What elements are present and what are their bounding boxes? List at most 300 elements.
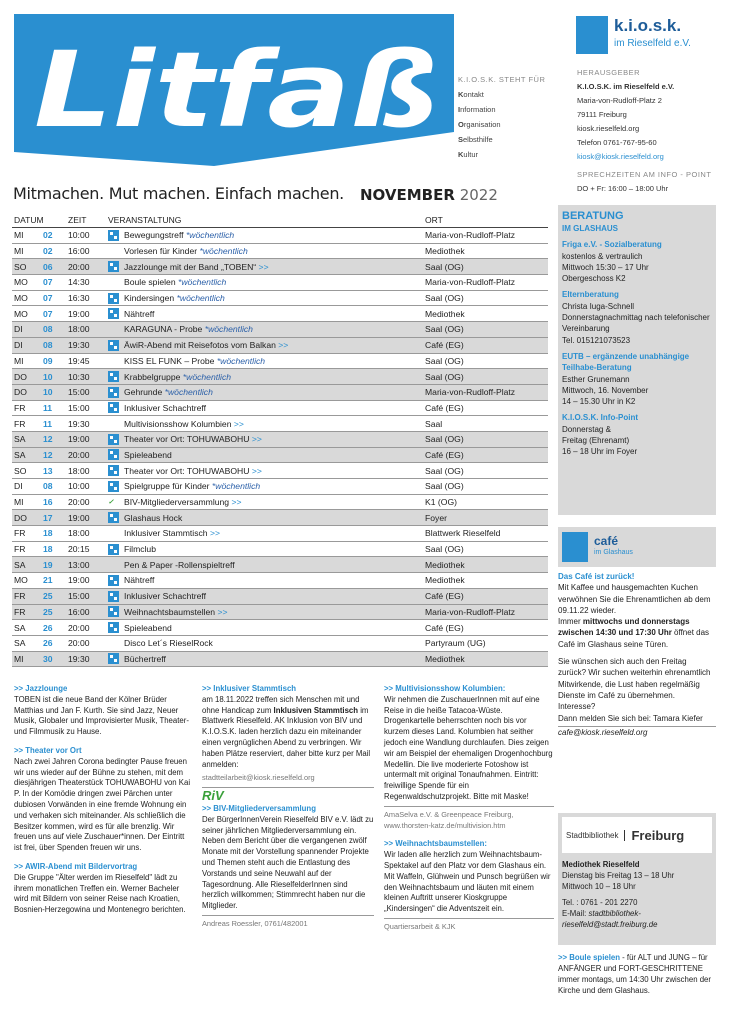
- article-column-3: [384, 684, 554, 933]
- row-icon-cell: [108, 512, 124, 523]
- row-day: SA: [14, 449, 26, 460]
- row-date: 18: [43, 544, 53, 555]
- cafe-text-1: Mit Kaffee und hausgemachten Kuchen verwöhnen Sie die Ehrenamtlichen ab dem 09.11.22 wieder.: [558, 583, 711, 615]
- row-day: DO: [14, 512, 27, 523]
- hours-text: DO + Fr: 16:00 – 18:00 Uhr: [577, 184, 669, 193]
- kiosk-legend-item: Selbsthilfe: [458, 135, 493, 144]
- row-day: MO: [14, 277, 28, 288]
- beratung-block-line: Mittwoch, 16. November: [562, 385, 649, 395]
- row-event: KARAGUNA - Probe *wöchentlich: [124, 324, 253, 335]
- beratung-block: [562, 289, 712, 345]
- more-link[interactable]: >>: [251, 434, 262, 445]
- row-date: 19: [43, 559, 53, 570]
- row-event: Pen & Paper -Rollenspieltreff: [124, 559, 235, 570]
- row-place: Mediothek: [425, 246, 465, 257]
- row-time: 18:00: [68, 324, 90, 335]
- publisher-phone: Telefon 0761-767-95-60: [577, 138, 657, 147]
- table-row: [12, 636, 548, 652]
- row-time: 10:00: [68, 230, 90, 241]
- row-time: 19:30: [68, 340, 90, 351]
- row-time: 19:00: [68, 512, 90, 523]
- kiosk-legend: [458, 72, 545, 162]
- multivision-signature: AmaSelva e.V. & Greenpeace Freiburg,: [384, 809, 514, 819]
- beratung-box: [558, 205, 716, 515]
- row-date: 17: [43, 512, 53, 523]
- more-link[interactable]: >>: [231, 497, 242, 508]
- row-place: Maria-von-Rudloff-Platz: [425, 277, 516, 288]
- kiosk-legend-item: Information: [458, 105, 496, 114]
- publisher-info: [577, 66, 674, 164]
- kiosk-icon: [108, 544, 119, 555]
- row-place: Mediothek: [425, 653, 465, 664]
- row-day: MI: [14, 230, 24, 241]
- row-date: 10: [43, 371, 53, 382]
- table-row: [12, 291, 548, 307]
- row-day: MO: [14, 308, 28, 319]
- row-icon-cell: [108, 340, 124, 351]
- row-event: Multivisionsshow Kolumbien >>: [124, 418, 244, 429]
- table-row: [12, 652, 548, 668]
- row-time: 20:00: [68, 622, 90, 633]
- row-day: FR: [14, 591, 26, 602]
- row-place: Saal (OG): [425, 324, 464, 335]
- table-row: [12, 306, 548, 322]
- kiosk-legend-item: Kultur: [458, 150, 479, 159]
- logo-part-b: Freiburg: [624, 830, 684, 841]
- row-icon-cell: [108, 308, 124, 319]
- weihnachtsbaum-heading[interactable]: >> Weihnachtsbaumstellen:: [384, 839, 487, 849]
- kiosk-icon: [108, 622, 119, 633]
- row-day: SA: [14, 434, 26, 445]
- row-time: 19:00: [68, 308, 90, 319]
- row-time: 18:00: [68, 465, 90, 476]
- beratung-block: [562, 351, 712, 407]
- row-place: Maria-von-Rudloff-Platz: [425, 606, 516, 617]
- table-row: [12, 259, 548, 275]
- row-time: 14:30: [68, 277, 90, 288]
- header-time: ZEIT: [68, 214, 87, 225]
- row-date: 10: [43, 387, 53, 398]
- slogan: Mitmachen. Mut machen. Einfach machen.: [13, 184, 344, 203]
- article-column-2: [202, 684, 374, 930]
- kiosk-icon: [108, 402, 119, 413]
- kiosk-icon: [108, 387, 119, 398]
- mediothek-box: [558, 813, 716, 945]
- more-link[interactable]: >>: [209, 528, 221, 539]
- row-place: Mediothek: [425, 308, 465, 319]
- mediothek-hours-1: Dienstag bis Freitag 13 – 18 Uhr: [562, 871, 675, 880]
- row-day: FR: [14, 402, 26, 413]
- row-date: 02: [43, 230, 53, 241]
- row-day: SO: [14, 465, 27, 476]
- weekly-note: *wöchentlich: [164, 387, 213, 398]
- row-day: FR: [14, 418, 26, 429]
- row-time: 19:00: [68, 575, 90, 586]
- row-event: Inklusiver Schachtreff: [124, 591, 206, 602]
- kiosk-icon: [108, 293, 119, 304]
- row-date: 13: [43, 465, 53, 476]
- month-name: NOVEMBER: [360, 186, 455, 204]
- kiosk-icon: [108, 308, 119, 319]
- row-day: MI: [14, 653, 24, 664]
- header-date: DATUM: [14, 214, 44, 225]
- beratung-block-line: kostenlos & vertraulich: [562, 251, 643, 261]
- row-day: DO: [14, 387, 27, 398]
- cafe-text-3: Sie wünschen sich auch den Freitag zurück? Wir suchen weiterhin ehrenamtlich Mitwirkende, die Lust haben regelmäßig Dienste im Café zu übernehmen.: [558, 657, 711, 700]
- row-time: 16:30: [68, 293, 90, 304]
- row-event: Jazzlounge mit der Band „TOBEN“ >>: [124, 261, 269, 272]
- beratung-block-line: 14 – 15.30 Uhr in K2: [562, 397, 636, 407]
- table-row: [12, 620, 548, 636]
- multivision-url[interactable]: www.thorsten-katz.de/multivision.htm: [384, 820, 506, 830]
- row-icon-cell: [108, 402, 124, 413]
- row-event: KISS EL FUNK – Probe *wöchentlich: [124, 355, 266, 366]
- row-place: Saal (OG): [425, 544, 464, 555]
- row-event: Disco Let´s RieselRock: [124, 638, 213, 649]
- kiosk-icon: [108, 449, 119, 460]
- beratung-block-heading: EUTB – ergänzende unabhängige Teilhabe-Beratung: [562, 351, 690, 373]
- weekly-note: *wöchentlich: [211, 481, 261, 492]
- row-place: Saal (OG): [425, 293, 464, 304]
- row-date: 25: [43, 606, 53, 617]
- cafe-heading: Das Café ist zurück!: [558, 572, 635, 581]
- row-day: SA: [14, 638, 26, 649]
- cafe-email[interactable]: cafe@kiosk.rieselfeld.org: [558, 726, 716, 738]
- logo-part-a: Stadtbibliothek: [566, 830, 619, 840]
- row-place: Saal (OG): [425, 434, 464, 445]
- table-row: [12, 416, 548, 432]
- cafe-logo-name: café: [594, 533, 619, 548]
- table-row: [12, 589, 548, 605]
- row-date: 07: [43, 308, 53, 319]
- hours-heading: SPRECHZEITEN AM INFO - POINT: [577, 170, 712, 179]
- table-row: [12, 463, 548, 479]
- row-place: Café (EG): [425, 449, 464, 460]
- publisher-city: 79111 Freiburg: [577, 110, 627, 119]
- row-place: Mediothek: [425, 559, 465, 570]
- jazz-heading[interactable]: >> Jazzlounge: [14, 684, 68, 693]
- row-place: Partyraum (UG): [425, 638, 486, 649]
- row-icon-cell: [108, 622, 124, 633]
- weekly-note: *wöchentlich: [185, 230, 235, 241]
- row-day: MI: [14, 355, 24, 366]
- row-place: Foyer: [425, 512, 447, 523]
- row-date: 06: [43, 261, 53, 272]
- row-place: Café (EG): [425, 591, 464, 602]
- row-place: Saal: [425, 418, 443, 429]
- beratung-block: [562, 239, 712, 284]
- row-time: 18:00: [68, 528, 90, 539]
- row-event: Büchertreff: [124, 653, 166, 664]
- row-icon-cell: [108, 606, 124, 617]
- weekly-note: *wöchentlich: [216, 355, 266, 366]
- mediothek-email-link[interactable]: stadtbibliothek-rieselfeld@stadt.freiburg.de: [562, 909, 658, 929]
- row-day: MI: [14, 497, 24, 508]
- row-event: Bewegungstreff *wöchentlich: [124, 230, 235, 241]
- boule-heading[interactable]: >> Boule spielen: [558, 953, 620, 962]
- kiosk-icon: [108, 481, 119, 492]
- cafe-text-2: Immer mittwochs und donnerstags zwischen 14:30 und 17:30 Uhr öffnet das Café im Glashaus seine Türen.: [558, 617, 710, 649]
- logo-text: Litfaß: [34, 29, 439, 151]
- row-time: 13:00: [68, 559, 90, 570]
- kiosk-legend-item: Organisation: [458, 120, 501, 129]
- kiosk-icon: [108, 653, 119, 664]
- row-time: 10:30: [68, 371, 90, 382]
- row-event: Boule spielen *wöchentlich: [124, 277, 227, 288]
- info-point-hours: [577, 168, 711, 196]
- row-date: 08: [43, 340, 53, 351]
- row-day: DI: [14, 340, 23, 351]
- row-place: Blattwerk Rieselfeld: [425, 528, 501, 539]
- row-time: 19:30: [68, 418, 90, 429]
- publisher-web[interactable]: kiosk.rieselfeld.org: [577, 124, 640, 133]
- beratung-block-line: Mittwoch 15:30 – 17 Uhr: [562, 262, 649, 272]
- beratung-block-line: Obergeschoss K2: [562, 274, 626, 284]
- row-date: 25: [43, 591, 53, 602]
- row-time: 19:45: [68, 355, 90, 366]
- table-row: [12, 322, 548, 338]
- publisher-heading: HERAUSGEBER: [577, 68, 641, 77]
- row-icon-cell: [108, 575, 124, 586]
- article-column-1: [14, 684, 192, 916]
- table-row: [12, 401, 548, 417]
- row-icon-cell: [108, 261, 124, 272]
- row-time: 16:00: [68, 606, 90, 617]
- weekly-note: *wöchentlich: [199, 246, 248, 257]
- row-icon-cell: [108, 434, 124, 445]
- row-day: SA: [14, 622, 26, 633]
- table-row: [12, 432, 548, 448]
- row-event: Vorlesen für Kinder *wöchentlich: [124, 246, 248, 257]
- biv-heading[interactable]: >> BIV-Mitgliederversammlung: [202, 803, 316, 813]
- beratung-block: [562, 412, 712, 457]
- row-time: 19:00: [68, 434, 90, 445]
- stammtisch-text: am 18.11.2022 treffen sich Menschen mit und ohne Handicap zum Inklusiven Stammtisch im Blattwerk Rieselfeld. AK Inklusion von BIV und K.I.O.S.K. laden herzlich dazu ein miteinander einen vergnüglichen Abend zu verbringen. Wir haben Plätze reserviert, daher bitte kurz per Mail anmelden:: [202, 694, 371, 769]
- mediothek-hours-2: Mittwoch 10 – 18 Uhr: [562, 882, 636, 891]
- weihnachtsbaum-text: Wir laden alle herzlich zum Weihnachtsbaum-Spektakel auf den Platz vor dem Glashaus ein. Mit Waffeln, Glühwein und Punsch begrüßen wir den Weihnachtsbaum und läuten mit einem kleinen Auftritt unserer Kioskgruppe „Kindersingen“ die Adventszeit ein.: [384, 850, 551, 914]
- more-link[interactable]: >>: [278, 340, 289, 351]
- beratung-block-line: 16 – 18 Uhr im Foyer: [562, 447, 638, 457]
- kiosk-logo-sub: im Rieselfeld e.V.: [614, 38, 691, 49]
- publisher-email[interactable]: kiosk@kiosk.rieselfeld.org: [577, 152, 664, 161]
- beratung-block-line: Christa Iuga-Schnell: [562, 301, 635, 311]
- row-date: 09: [43, 355, 53, 366]
- kiosk-icon: [108, 591, 119, 602]
- row-day: DI: [14, 324, 23, 335]
- cafe-box: [558, 527, 716, 738]
- kiosk-icon: [108, 230, 119, 241]
- row-event: BIV-Mitgliederversammlung >>: [124, 497, 242, 508]
- boule-note: [558, 952, 716, 996]
- kiosk-icon: [108, 261, 119, 272]
- table-row: [12, 338, 548, 354]
- row-icon-cell: [108, 230, 124, 241]
- row-event: Spieleabend: [124, 622, 172, 633]
- kiosk-logo-name: k.i.o.s.k.: [614, 16, 682, 35]
- row-time: 20:15: [68, 544, 90, 555]
- row-place: Café (EG): [425, 622, 464, 633]
- row-date: 11: [43, 418, 53, 429]
- row-time: 20:00: [68, 497, 90, 508]
- row-icon-cell: [108, 481, 124, 492]
- litfass-logo: [14, 14, 454, 166]
- beratung-block-line: Esther Grunemann: [562, 374, 630, 384]
- row-event: Spieleabend: [124, 449, 172, 460]
- row-time: 19:30: [68, 653, 90, 664]
- more-link[interactable]: >>: [251, 465, 262, 476]
- row-place: K1 (OG): [425, 497, 457, 508]
- row-date: 26: [43, 622, 53, 633]
- row-date: 07: [43, 293, 53, 304]
- row-icon-cell: [108, 653, 124, 664]
- row-day: DI: [14, 481, 23, 492]
- beratung-block-line: Freitag (Ehrenamt): [562, 436, 630, 446]
- table-row: [12, 573, 548, 589]
- table-row: [12, 354, 548, 370]
- theater-text: Nach zwei Jahren Corona bedingter Pause freuen wir uns wieder auf der Bühne zu stehen, mit dem diesjährigen Theaterstück TOHUWABOHU von Kai P. In der Komödie dringen zwei Pärchen unter dubiosen Vorwänden in eine fremde Wohnung ein und verhaken sich miteinander. Als schließlich die Besitzer kommen, wird es für alle brenzlig. Wir freuen uns auf viele Zuschauer*innen. Der Eintritt ist frei, über Spenden freuen wir uns.: [14, 756, 191, 853]
- awir-heading[interactable]: >> AWIR-Abend mit Bildervortrag: [14, 861, 138, 871]
- beratung-block-heading: Friga e.V. - Sozialberatung: [562, 240, 662, 250]
- kiosk-icon: [108, 512, 119, 523]
- table-row: [12, 605, 548, 621]
- row-icon-cell: [108, 387, 124, 398]
- row-time: 20:00: [68, 449, 90, 460]
- cafe-text-5: Dann melden Sie sich bei: Tamara Kiefer: [558, 713, 703, 723]
- stammtisch-mail[interactable]: stadtteilarbeit@kiosk.rieselfeld.org: [202, 773, 315, 783]
- biv-signature: Andreas Roessler, 0761/482001: [202, 918, 308, 928]
- row-icon-cell: [108, 449, 124, 460]
- row-place: Saal (OG): [425, 261, 464, 272]
- row-date: 21: [43, 575, 53, 586]
- row-date: 12: [43, 449, 53, 460]
- row-event: Krabbelgruppe *wöchentlich: [124, 371, 232, 382]
- stadtbibliothek-logo: [562, 817, 712, 853]
- multivision-heading[interactable]: >> Multivisionsshow Kolumbien:: [384, 684, 506, 693]
- kiosk-legend-heading: K.I.O.S.K. STEHT FÜR: [458, 75, 546, 84]
- kiosk-legend-item: Kontakt: [458, 90, 484, 99]
- kiosk-icon: [108, 575, 119, 586]
- biv-text: Der BürgerInnenVerein Rieselfeld BIV e.V. lädt zu seiner jährlichen Mitgliederversammlung ein. Neben dem Bericht über die vergangenen zwölf Monate mit der Vorstellung spannender Projekte und Themen steht auch die Entlastung des Vorstands und seine Neuwahl auf der Tagesordnung. Alle RieselfelderInnen sind herzlich willkommen; Stimmrecht haben nur die Mitglieder.: [202, 814, 374, 911]
- row-place: Café (EG): [425, 402, 464, 413]
- row-time: 20:00: [68, 261, 90, 272]
- row-event: Inklusiver Stammtisch >>: [124, 528, 221, 539]
- awir-text: Die Gruppe "Älter werden im Rieselfeld" lädt zu ihrem monatlichen Treffen ein. Werner Bacheler wird mit Bildern von seiner Reise nach Kroatien, Bosnien-Herzegowina und Montenegro berichten.: [14, 872, 186, 915]
- biv-logo: RiV: [202, 788, 224, 804]
- row-time: 16:00: [68, 246, 90, 257]
- row-icon-cell: [108, 544, 124, 555]
- kiosk-icon: [108, 371, 119, 382]
- weihnachtsbaum-signature: Quartiersarbeit & KJK: [384, 921, 456, 931]
- kiosk-icon: [108, 434, 119, 445]
- row-day: SO: [14, 261, 27, 272]
- row-place: Saal (OG): [425, 481, 464, 492]
- row-event: Weihnachtsbaumstellen >>: [124, 606, 228, 617]
- row-date: 08: [43, 481, 53, 492]
- beratung-block-line: Tel. 015121073523: [562, 335, 631, 345]
- table-row: [12, 495, 548, 511]
- row-time: 15:00: [68, 402, 90, 413]
- row-date: 30: [43, 653, 53, 664]
- row-place: Saal (OG): [425, 465, 464, 476]
- weekly-note: *wöchentlich: [182, 371, 232, 382]
- row-day: FR: [14, 544, 26, 555]
- mediothek-phone: Tel. : 0761 - 201 2270: [562, 898, 638, 907]
- more-link[interactable]: >>: [258, 261, 269, 272]
- row-day: MI: [14, 246, 24, 257]
- row-event: ÄwiR-Abend mit Reisefotos vom Balkan >>: [124, 340, 289, 351]
- row-place: Maria-von-Rudloff-Platz: [425, 387, 516, 398]
- beratung-block-line: Donnerstag &: [562, 424, 611, 434]
- row-event: Theater vor Ort: TOHUWABOHU >>: [124, 465, 262, 476]
- row-date: 26: [43, 638, 53, 649]
- row-icon-cell: [108, 591, 124, 602]
- weekly-note: *wöchentlich: [204, 324, 253, 335]
- table-row: [12, 557, 548, 573]
- table-row: [12, 385, 548, 401]
- more-link[interactable]: >>: [233, 418, 244, 429]
- kiosk-icon: [108, 465, 119, 476]
- table-header: [12, 212, 548, 228]
- jazz-text: TOBEN ist die neue Band der Kölner Brüder Matthias und Jan F. Kurth. Sie sind Jazz, Neuer Musik, Globaler und Improvisierter Musik, Theater- und Filmmusik zu Hause.: [14, 694, 189, 737]
- row-day: DO: [14, 371, 27, 382]
- stammtisch-heading[interactable]: >> Inklusiver Stammtisch: [202, 684, 297, 693]
- beratung-subtitle: IM GLASHAUS: [562, 224, 618, 233]
- row-place: Café (EG): [425, 340, 464, 351]
- theater-heading[interactable]: >> Theater vor Ort: [14, 745, 82, 755]
- row-event: Gehrunde *wöchentlich: [124, 387, 213, 398]
- row-day: SA: [14, 559, 26, 570]
- kiosk-logo: [576, 16, 716, 56]
- cafe-logo-icon: [562, 532, 588, 562]
- month-title: [360, 186, 498, 204]
- row-day: MO: [14, 575, 28, 586]
- more-link[interactable]: >>: [217, 606, 228, 617]
- row-icon-cell: [108, 293, 124, 304]
- row-date: 08: [43, 324, 53, 335]
- beratung-block-heading: K.I.O.S.K. Info-Point: [562, 413, 638, 423]
- row-icon-cell: [108, 371, 124, 382]
- row-event: Nähtreff: [124, 575, 155, 586]
- row-time: 20:00: [68, 638, 90, 649]
- boule-text: - für ALT und JUNG – für ANFÄNGER und FORT-GESCHRITTENE immer montags, um 14:30 Uhr zwischen der Kirche und dem Glashaus.: [558, 953, 711, 995]
- row-icon-cell: [108, 498, 124, 506]
- row-place: Mediothek: [425, 575, 465, 586]
- table-row: [12, 244, 548, 260]
- row-event: Nähtreff: [124, 308, 155, 319]
- table-row: [12, 228, 548, 244]
- row-day: FR: [14, 528, 26, 539]
- table-row: [12, 275, 548, 291]
- table-row: [12, 448, 548, 464]
- biv-icon: ✓: [108, 499, 114, 507]
- mediothek-email: E-Mail: stadtbibliothek-rieselfeld@stadt.freiburg.de: [562, 909, 658, 929]
- row-event: Glashaus Hock: [124, 512, 183, 523]
- kiosk-icon: [108, 606, 119, 617]
- row-event: Filmclub: [124, 544, 156, 555]
- month-year: 2022: [459, 186, 498, 204]
- row-event: Theater vor Ort: TOHUWABOHU >>: [124, 434, 262, 445]
- table-row: [12, 542, 548, 558]
- weekly-note: *wöchentlich: [178, 277, 227, 288]
- row-date: 12: [43, 434, 53, 445]
- cafe-logo: [558, 527, 716, 567]
- row-date: 16: [43, 497, 53, 508]
- kiosk-logo-icon: [576, 16, 608, 54]
- row-place: Saal (OG): [425, 371, 464, 382]
- publisher-street: Maria-von-Rudloff-Platz 2: [577, 96, 662, 105]
- publisher-name: K.I.O.S.K. im Rieselfeld e.V.: [577, 82, 675, 91]
- table-row: [12, 510, 548, 526]
